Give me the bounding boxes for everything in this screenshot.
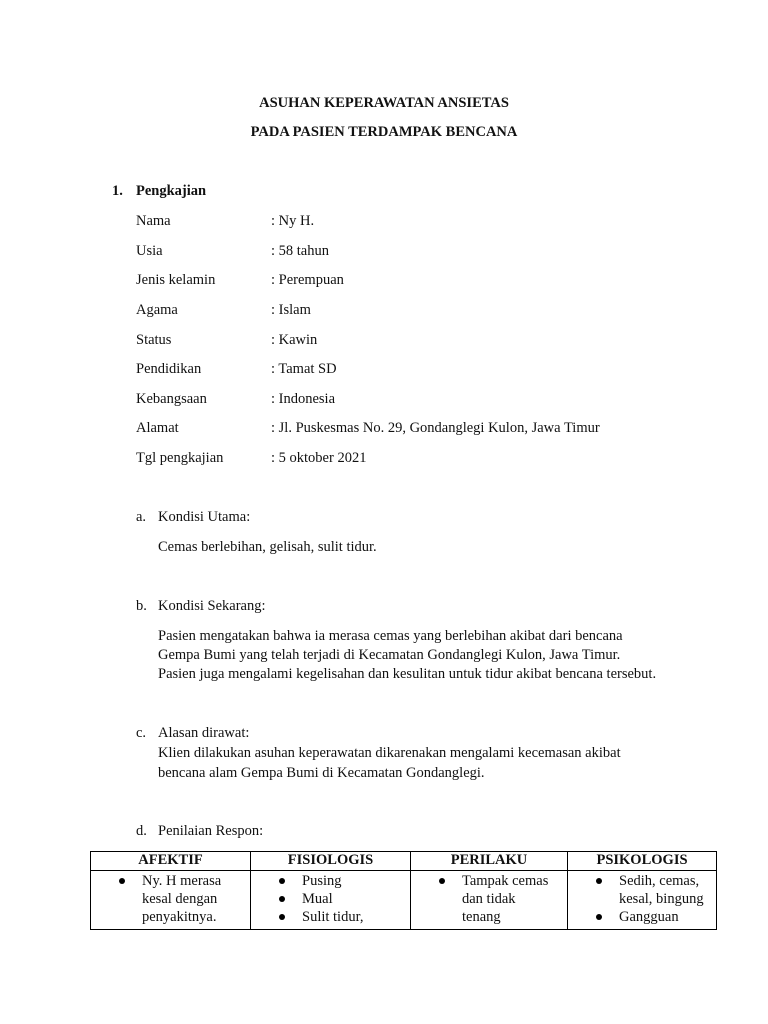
field-label: Kebangsaan <box>136 391 207 407</box>
field-value: : Jl. Puskesmas No. 29, Gondanglegi Kulon, Jawa Timur <box>271 420 600 436</box>
field-value: : Indonesia <box>271 391 336 407</box>
bullet-icon <box>279 896 285 902</box>
bullet-text-line: Pusing <box>302 873 342 889</box>
subsection-heading: Kondisi Utama: <box>158 509 251 525</box>
subsection-text: Klien dilakukan asuhan keperawatan dikarenakan mengalami kecemasan akibat <box>158 745 621 761</box>
field-label: Usia <box>136 243 163 259</box>
bullet-text-line: Mual <box>302 891 333 907</box>
field-value: : Perempuan <box>271 272 344 288</box>
bullet-text-line: Gangguan <box>619 909 679 925</box>
cell-fisiologis <box>251 871 411 930</box>
bullet-text-line: penyakitnya. <box>142 909 217 925</box>
field-label: Agama <box>136 302 178 318</box>
field-value: : Ny H. <box>271 213 315 229</box>
subsection-heading: Penilaian Respon: <box>158 823 264 839</box>
subsection-text: Pasien mengatakan bahwa ia merasa cemas yang berlebihan akibat dari bencana <box>158 628 623 644</box>
bullet-text-line: Sedih, cemas, <box>619 873 700 889</box>
bullet-icon <box>439 878 445 884</box>
bullet-icon <box>279 878 285 884</box>
cell-perilaku <box>411 871 568 930</box>
field-value: : Kawin <box>271 332 318 348</box>
bullet-icon <box>279 914 285 920</box>
subsection-marker: d. <box>136 823 147 839</box>
field-label: Tgl pengkajian <box>136 450 224 466</box>
document-title-line1: ASUHAN KEPERAWATAN ANSIETAS <box>259 95 509 111</box>
column-header-psikologis: PSIKOLOGIS <box>568 852 717 871</box>
subsection-marker: b. <box>136 598 147 614</box>
subsection-text: Pasien juga mengalami kegelisahan dan kesulitan untuk tidur akibat bencana tersebut. <box>158 666 657 682</box>
document-title-line2: PADA PASIEN TERDAMPAK BENCANA <box>250 124 518 140</box>
field-value: : 5 oktober 2021 <box>271 450 367 466</box>
field-label: Jenis kelamin <box>136 272 216 288</box>
subsection-heading: Kondisi Sekarang: <box>158 598 266 614</box>
section-number: 1. <box>112 183 123 199</box>
bullet-text-line: tenang <box>462 909 501 925</box>
column-header-perilaku: PERILAKU <box>411 852 568 871</box>
cell-psikologis <box>568 871 717 930</box>
column-header-afektif: AFEKTIF <box>91 852 251 871</box>
bullet-text-line: Ny. H merasa <box>142 873 222 889</box>
column-header-fisiologis: FISIOLOGIS <box>251 852 411 871</box>
field-label: Nama <box>136 213 171 229</box>
bullet-item <box>251 908 410 926</box>
bullet-text-line: Tampak cemas <box>462 873 549 889</box>
bullet-icon <box>596 878 602 884</box>
bullet-item <box>251 872 410 890</box>
bullet-text-line: kesal dengan <box>142 891 218 907</box>
bullet-text-line: Sulit tidur, <box>302 909 364 925</box>
bullet-text-line: dan tidak <box>462 891 516 907</box>
field-label: Status <box>136 332 172 348</box>
subsection-text: Cemas berlebihan, gelisah, sulit tidur. <box>158 539 377 555</box>
response-assessment-table <box>90 851 717 930</box>
bullet-icon <box>596 914 602 920</box>
bullet-item <box>568 908 716 926</box>
field-value: : Islam <box>271 302 311 318</box>
subsection-marker: c. <box>136 725 147 741</box>
table-header-row <box>91 852 717 871</box>
subsection-heading: Alasan dirawat: <box>158 725 250 741</box>
field-label: Pendidikan <box>136 361 202 377</box>
section-heading: Pengkajian <box>136 183 207 199</box>
cell-afektif <box>91 871 251 930</box>
bullet-text-line: kesal, bingung <box>619 891 704 907</box>
subsection-text: bencana alam Gempa Bumi di Kecamatan Gondanglegi. <box>158 765 485 781</box>
field-value: : Tamat SD <box>271 361 337 377</box>
field-label: Alamat <box>136 420 179 436</box>
subsection-text: Gempa Bumi yang telah terjadi di Kecamatan Gondanglegi Kulon, Jawa Timur. <box>158 647 621 663</box>
bullet-item <box>251 890 410 908</box>
bullet-icon <box>119 878 125 884</box>
bullet-item <box>568 872 716 908</box>
bullet-item <box>411 872 567 926</box>
table-row <box>91 871 717 930</box>
subsection-marker: a. <box>136 509 147 525</box>
field-value: : 58 tahun <box>271 243 329 259</box>
bullet-item <box>91 872 250 926</box>
